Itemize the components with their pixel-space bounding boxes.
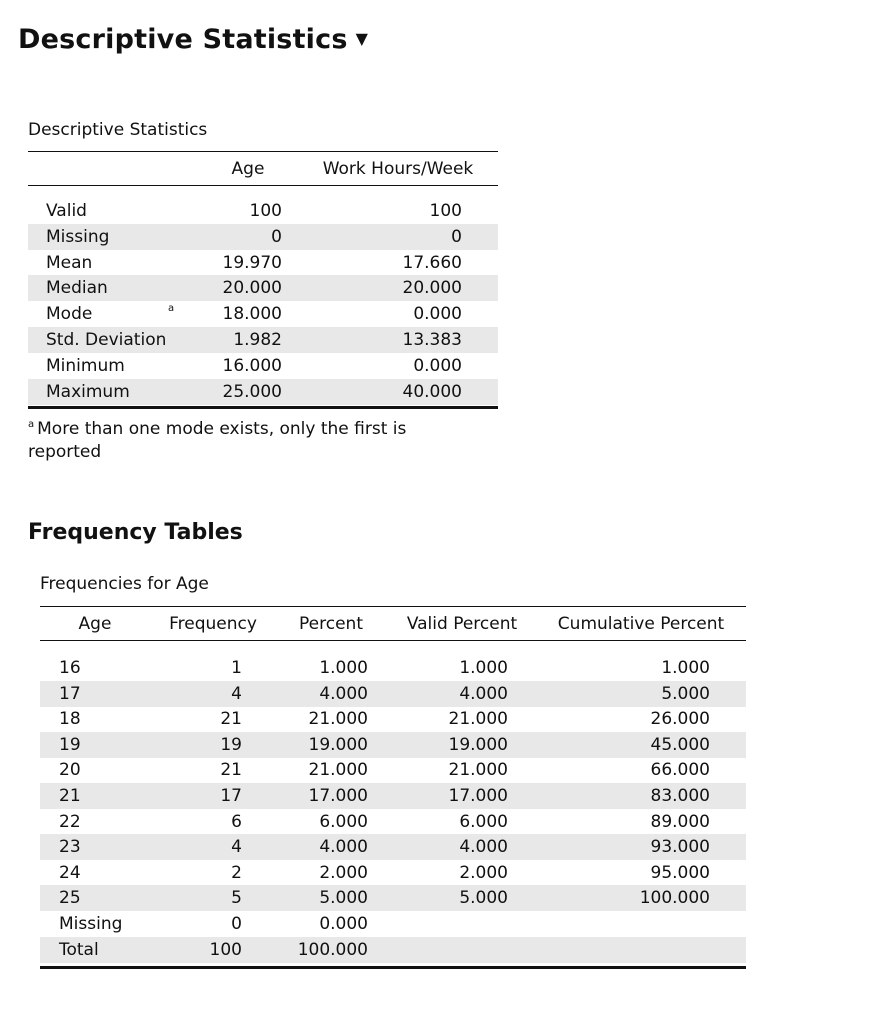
cumulative-percent-value: 93.000 [650, 837, 710, 858]
footnote-text: More than one mode exists, only the first is reported [28, 419, 407, 462]
percent-value: 21.000 [308, 709, 368, 730]
work-hours-value: 20.000 [402, 278, 462, 299]
frequency-value: 17 [220, 786, 242, 806]
cumulative-percent-value: 95.000 [650, 862, 710, 883]
age-value: 100 [249, 201, 282, 221]
age-value: 16.000 [222, 355, 282, 376]
caret-down-icon[interactable]: ▼ [355, 29, 369, 48]
work-hours-value: 0 [451, 226, 462, 247]
age-value: 17 [59, 683, 81, 704]
table-row [28, 301, 498, 327]
row-label: Mean [46, 252, 93, 273]
row-label: Minimum [46, 355, 125, 376]
column-header-cumulative-percent: Cumulative Percent [557, 614, 725, 634]
age-value: Total [59, 939, 99, 960]
footnote-marker: a [28, 419, 35, 430]
valid-percent-value: 21.000 [448, 760, 508, 781]
percent-value: 1.000 [319, 658, 368, 678]
valid-percent-value: 1.000 [459, 658, 508, 678]
percent-value: 21.000 [308, 760, 368, 781]
table-row [40, 885, 746, 911]
table-row [40, 732, 746, 758]
header-bottom-rule [40, 640, 746, 641]
frequencies-table [40, 606, 746, 970]
descriptives-footnote [28, 413, 448, 464]
header-bottom-rule [28, 185, 498, 186]
percent-value: 19.000 [308, 734, 368, 755]
cumulative-percent-value: 89.000 [650, 811, 710, 832]
age-value: 20.000 [222, 278, 282, 299]
descriptives-table [28, 151, 498, 411]
work-hours-value: 40.000 [402, 381, 462, 402]
table-row [40, 706, 746, 732]
row-label: Median [46, 278, 108, 299]
percent-value: 2.000 [319, 862, 368, 883]
analysis-title[interactable] [18, 24, 368, 55]
frequency-value: 1 [231, 658, 242, 678]
table-bottom-rule [40, 966, 746, 969]
table-row [40, 757, 746, 783]
table-row [40, 860, 746, 886]
age-value: 18 [59, 709, 81, 730]
work-hours-value: 13.383 [402, 330, 462, 350]
table-row [40, 809, 746, 835]
age-value: 18.000 [222, 304, 282, 325]
valid-percent-value [410, 911, 508, 937]
cumulative-percent-value: 66.000 [650, 760, 710, 781]
frequency-tables-heading: Frequency Tables [28, 520, 243, 545]
percent-value: 4.000 [319, 683, 368, 704]
column-header-age: Age [78, 614, 112, 634]
valid-percent-value: 2.000 [459, 862, 508, 883]
table-row [28, 250, 498, 276]
frequency-value: 4 [231, 837, 242, 858]
table-row [28, 198, 498, 224]
valid-percent-value: 4.000 [459, 683, 508, 704]
column-header-age: Age [231, 159, 265, 179]
frequency-value: 4 [231, 683, 242, 704]
table-row [40, 834, 746, 860]
frequency-value: 100 [209, 939, 242, 960]
table-row [40, 783, 746, 809]
cumulative-percent-value [600, 911, 710, 937]
valid-percent-value: 4.000 [459, 837, 508, 858]
table-row [28, 327, 498, 353]
row-label: Mode [46, 304, 93, 325]
age-value: 16 [59, 658, 81, 678]
work-hours-value: 100 [429, 201, 462, 221]
column-header-percent: Percent [299, 614, 363, 634]
percent-value: 5.000 [319, 888, 368, 909]
age-value: 19 [59, 734, 81, 755]
cumulative-percent-value: 100.000 [639, 888, 710, 909]
cumulative-percent-value: 26.000 [650, 709, 710, 730]
age-value: 23 [59, 837, 81, 858]
table-row [28, 353, 498, 379]
table-top-rule [40, 606, 746, 607]
descriptives-caption: Descriptive Statistics [28, 120, 208, 140]
age-value: 21 [59, 786, 81, 806]
percent-value: 0.000 [319, 914, 368, 934]
age-value: 20 [59, 760, 81, 781]
frequency-value: 21 [220, 760, 242, 781]
age-value: 0 [271, 226, 282, 247]
cumulative-percent-value: 5.000 [661, 683, 710, 704]
age-value: 24 [59, 862, 81, 883]
table-row [28, 224, 498, 250]
percent-value: 100.000 [297, 939, 368, 960]
age-value: 25 [59, 888, 81, 909]
row-label: Valid [46, 201, 87, 221]
work-hours-value: 17.660 [402, 252, 462, 273]
table-top-rule [28, 151, 498, 152]
age-value: 19.970 [222, 252, 282, 273]
percent-value: 4.000 [319, 837, 368, 858]
column-header-work-hours: Work Hours/Week [322, 159, 474, 179]
table-row [40, 655, 746, 681]
frequency-value: 2 [231, 862, 242, 883]
frequency-value: 6 [231, 811, 242, 832]
valid-percent-value: 21.000 [448, 709, 508, 730]
column-header-frequency: Frequency [169, 614, 257, 634]
age-value: 25.000 [222, 381, 282, 402]
table-row [40, 937, 746, 963]
frequency-value: 0 [231, 914, 242, 934]
cumulative-percent-value: 45.000 [650, 734, 710, 755]
row-label: Maximum [46, 381, 130, 402]
frequency-value: 5 [231, 888, 242, 909]
age-value: 22 [59, 811, 81, 832]
column-header-valid-percent: Valid Percent [406, 614, 518, 634]
frequency-value: 21 [220, 709, 242, 730]
row-label: Std. Deviation [46, 330, 167, 350]
table-row [28, 275, 498, 301]
frequencies-caption: Frequencies for Age [40, 574, 209, 594]
valid-percent-value: 5.000 [459, 888, 508, 909]
row-label: Missing [46, 226, 110, 247]
table-row [40, 911, 746, 937]
valid-percent-value: 6.000 [459, 811, 508, 832]
percent-value: 17.000 [308, 786, 368, 806]
work-hours-value: 0.000 [413, 304, 462, 325]
cumulative-percent-value: 1.000 [661, 658, 710, 678]
cumulative-percent-value: 83.000 [650, 786, 710, 806]
frequency-value: 19 [220, 734, 242, 755]
analysis-title-text: Descriptive Statistics [18, 24, 348, 55]
valid-percent-value: 17.000 [448, 786, 508, 806]
percent-value: 6.000 [319, 811, 368, 832]
table-row [28, 379, 498, 405]
age-value: 1.982 [233, 330, 282, 350]
table-bottom-rule [28, 406, 498, 409]
valid-percent-value [410, 937, 508, 963]
table-row [40, 681, 746, 707]
work-hours-value: 0.000 [413, 355, 462, 376]
valid-percent-value: 19.000 [448, 734, 508, 755]
footnote-marker: a [168, 303, 175, 315]
cumulative-percent-value [600, 937, 710, 963]
age-value: Missing [59, 914, 123, 934]
